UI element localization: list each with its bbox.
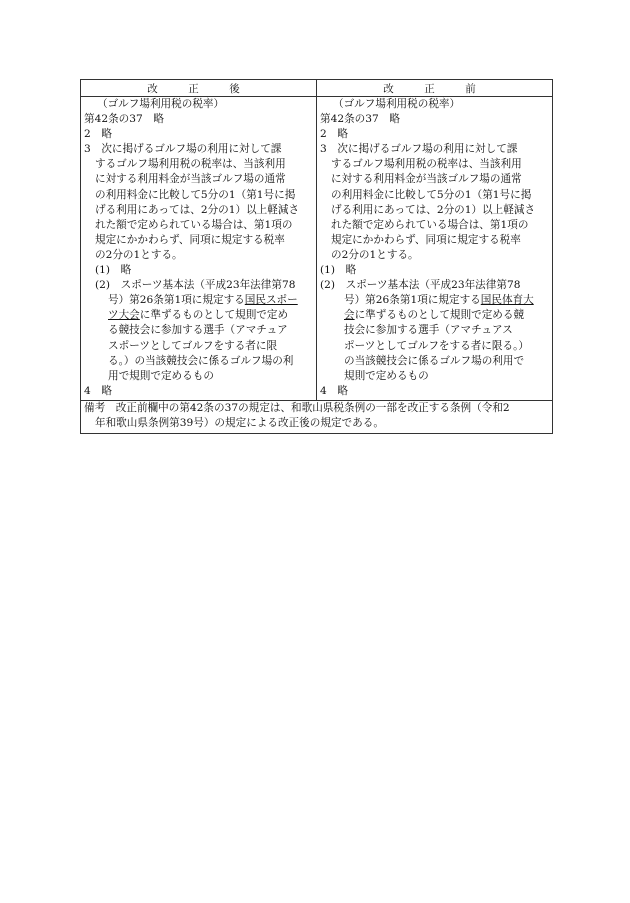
- before-header: 改 正 前: [317, 80, 553, 97]
- paragraph-3-line: げる利用にあっては、2分の1）以上軽減さ: [331, 203, 536, 216]
- caption: （ゴルフ場利用税の税率）: [97, 98, 225, 110]
- paragraph-4: 4 略: [84, 384, 112, 397]
- item-2-line: [84, 293, 313, 308]
- item-2-text: 号）第26条第1項に規定する: [344, 294, 481, 307]
- before-column: [317, 97, 553, 401]
- item-2-line: 技会に参加する選手（アマチュアス: [344, 324, 513, 337]
- paragraph-3-line: 規定にかかわらず、同項に規定する税率: [331, 233, 521, 246]
- item-2-line: る。）の当該競技会に係るゴルフ場の利: [108, 354, 294, 367]
- item-2-line: る競技会に参加する選手（アマチュア: [108, 324, 288, 337]
- paragraph-3-line: れた額で定められている場合は、第1項の: [95, 218, 293, 231]
- note-row: [81, 400, 553, 433]
- paragraph-3-line: の利用料金に比較して5分の1（第1号に掲: [95, 188, 296, 201]
- comparison-table: [80, 79, 553, 434]
- document-page: [80, 79, 553, 434]
- table-body-row: [81, 97, 553, 401]
- paragraph-3-line: に対する利用料金が当該ゴルフ場の通常: [331, 173, 522, 186]
- paragraph-3-line: の2分の1とする。: [95, 248, 183, 261]
- item-2-line: スポーツとしてゴルフをする者に限: [108, 339, 278, 352]
- item-2-text: に準ずるものとして規則で定め: [139, 309, 289, 322]
- paragraph-3-line: の2分の1とする。: [331, 248, 419, 261]
- paragraph-3-line: の利用料金に比較して5分の1（第1号に掲: [331, 188, 532, 201]
- item-2-text: に準ずるものとして規則で定める競: [354, 309, 525, 322]
- note-line: 年和歌山県条例第39号）の規定による改正後の規定である。: [95, 417, 384, 430]
- after-column: [81, 97, 317, 401]
- item-1: (1) 略: [320, 264, 357, 277]
- paragraph-3-line: 規定にかかわらず、同項に規定する税率: [95, 233, 285, 246]
- item-2-line: [84, 308, 313, 323]
- item-2-line: 規則で定めるもの: [344, 369, 429, 382]
- paragraph-3-line: するゴルフ場利用税の税率は、当該利用: [95, 158, 286, 171]
- paragraph-2: 2 略: [320, 128, 348, 141]
- paragraph-3-line: れた額で定められている場合は、第1項の: [331, 218, 529, 231]
- paragraph-3-line: するゴルフ場利用税の税率は、当該利用: [331, 158, 522, 171]
- item-2-text: 号）第26条第1項に規定する: [108, 294, 245, 307]
- item-1: (1) 略: [95, 264, 132, 277]
- item-2-line: [320, 293, 549, 308]
- table-header-row: [81, 80, 553, 97]
- item-2-line: [320, 308, 549, 323]
- caption: （ゴルフ場利用税の税率）: [333, 98, 461, 110]
- amended-term: 国民スポー: [244, 294, 298, 307]
- paragraph-4: 4 略: [320, 384, 348, 397]
- item-2-line: ポーツとしてゴルフをする者に限る。）: [344, 339, 529, 352]
- amended-term: 国民体育大: [480, 294, 534, 307]
- paragraph-2: 2 略: [84, 128, 112, 141]
- article-line: 第42条の37 略: [320, 113, 400, 126]
- paragraph-3-line: に対する利用料金が当該ゴルフ場の通常: [95, 173, 286, 186]
- item-2-line: (2) スポーツ基本法（平成23年法律第78: [95, 279, 296, 292]
- amended-term: ツ大会: [108, 309, 140, 322]
- after-header: 改 正 後: [81, 80, 317, 97]
- paragraph-3-line: 3 次に掲げるゴルフ場の利用に対して課: [320, 143, 518, 156]
- note-line: 備考 改正前欄中の第42条の37の規定は、和歌山県税条例の一部を改正する条例（令和2: [84, 401, 510, 414]
- item-2-line: (2) スポーツ基本法（平成23年法律第78: [320, 279, 521, 292]
- article-line: 第42条の37 略: [84, 113, 164, 126]
- amended-term: 会: [344, 309, 355, 322]
- paragraph-3-line: 3 次に掲げるゴルフ場の利用に対して課: [84, 143, 282, 156]
- paragraph-3-line: げる利用にあっては、2分の1）以上軽減さ: [95, 203, 300, 216]
- item-2-line: の当該競技会に係るゴルフ場の利用で: [344, 354, 525, 367]
- note-cell: [81, 400, 553, 433]
- item-2-line: 用で規則で定めるもの: [108, 369, 214, 382]
